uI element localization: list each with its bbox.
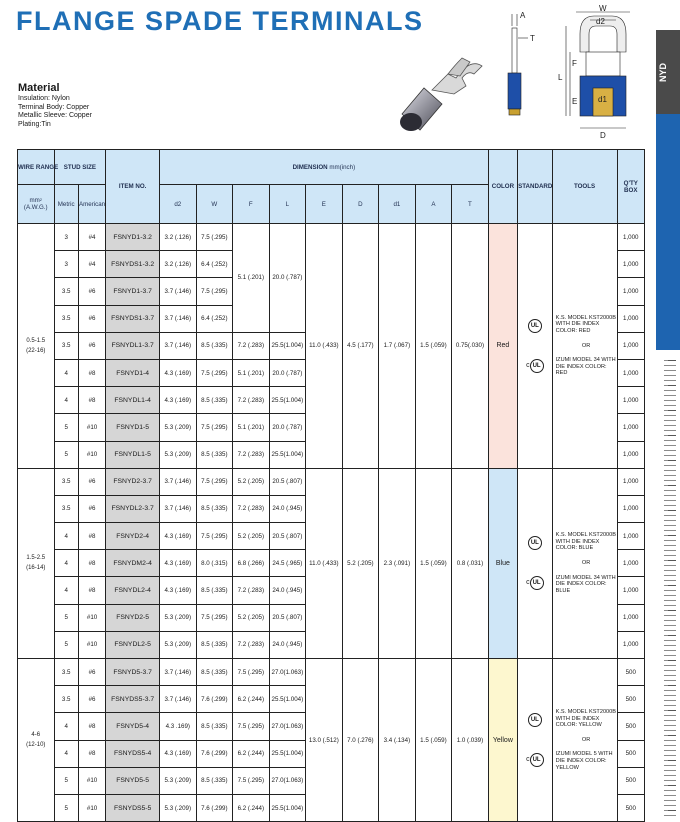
dim-l-cell: 20.0 (.787) (269, 224, 306, 333)
material-line: Metallic Sleeve: Copper (18, 112, 92, 119)
qty-cell: 1,000 (617, 414, 644, 441)
dim-l-cell: 24.0 (.945) (269, 577, 306, 604)
dim-f-cell: 6.8 (.266) (233, 550, 270, 577)
dim-d2-cell: 4.3 (.169) (160, 577, 197, 604)
stud-american-cell: #10 (78, 604, 105, 631)
qty-cell: 1,000 (617, 305, 644, 332)
dim-f-cell: 5.2 (.205) (233, 523, 270, 550)
stud-metric-cell: 4 (54, 523, 78, 550)
header-col-d: D (342, 185, 379, 224)
stud-american-cell: #8 (78, 523, 105, 550)
qty-cell: 1,000 (617, 495, 644, 522)
item-no-cell: FSNYD2-4 (106, 523, 160, 550)
header-standard: STANDARD (518, 150, 552, 224)
qty-cell: 1,000 (617, 468, 644, 495)
dim-f-cell: 5.1 (.201) (233, 359, 270, 386)
table-row (18, 224, 645, 251)
dim-d2-cell: 3.7 (.146) (160, 278, 197, 305)
dim-l-cell: 24.0 (.945) (269, 631, 306, 658)
dim-l-cell: 25.5(1.004) (269, 794, 306, 821)
stud-american-cell: #10 (78, 414, 105, 441)
tools-cell (552, 468, 617, 658)
dim-f-cell: 6.2 (.244) (233, 740, 270, 767)
dim-f-cell: 7.2 (.283) (233, 441, 270, 468)
stud-american-cell: #6 (78, 332, 105, 359)
header-dimension (160, 150, 489, 185)
dim-d2-cell: 3.7 (.146) (160, 686, 197, 713)
header-dimension-label: DIMENSION (292, 163, 328, 171)
dim-d2-cell: 5.3 (.209) (160, 441, 197, 468)
item-no-cell: FSNYDS1-3.2 (106, 251, 160, 278)
dim-w-cell: 8.5 (.335) (196, 332, 233, 359)
tools-cell (552, 224, 617, 469)
qty-cell: 1,000 (617, 359, 644, 386)
dim-l-cell: 20.5 (.807) (269, 604, 306, 631)
dim-a-cell: 1.5 (.059) (415, 224, 452, 469)
stud-american-cell: #8 (78, 577, 105, 604)
dim-f-cell: 7.5 (.295) (233, 659, 270, 686)
tools-or: OR (581, 342, 591, 349)
dim-t-cell: 1.0 (.039) (452, 659, 489, 822)
tools-or: OR (581, 560, 591, 567)
dim-d2-cell: 3.7 (.146) (160, 305, 197, 332)
wire-range-value: 1.5-2.5 (26, 555, 46, 562)
item-no-cell: FSNYDS5-3.7 (106, 686, 160, 713)
stud-american-cell: #6 (78, 468, 105, 495)
dim-d2-cell: 5.3 (.209) (160, 794, 197, 821)
dim-l-cell: 25.5(1.004) (269, 740, 306, 767)
stud-metric-cell: 3.5 (54, 495, 78, 522)
dim-d2-cell: 3.7 (.146) (160, 468, 197, 495)
stud-american-cell: #8 (78, 359, 105, 386)
stud-metric-cell: 5 (54, 767, 78, 794)
header-color: COLOR (488, 150, 517, 224)
table-row (18, 659, 645, 686)
dim-t-cell: 0.75(.030) (452, 224, 489, 469)
tools-option-2: IZUMI MODEL 5 WITH DIE INDEX COLOR: YELLOW (555, 751, 613, 771)
header-tools: TOOLS (552, 150, 617, 224)
stud-metric-cell: 4 (54, 550, 78, 577)
item-no-cell: FSNYDL2-5 (106, 631, 160, 658)
color-cell: Blue (488, 468, 517, 658)
dim-d2-cell: 5.3 (.209) (160, 414, 197, 441)
tools-option-1: K.S. MODEL KST2000B WITH DIE INDEX COLOR: YELLOW (555, 708, 617, 729)
standard-cell (518, 468, 552, 658)
dim-f-cell: 5.1 (.201) (233, 224, 270, 333)
dim-w-cell: 7.5 (.295) (196, 278, 233, 305)
qty-cell: 1,000 (617, 631, 644, 658)
stud-metric-cell: 3 (54, 224, 78, 251)
stud-metric-cell: 5 (54, 414, 78, 441)
dim-l-cell: 27.0(1.063) (269, 713, 306, 740)
drawing-label-e: E (572, 97, 578, 106)
stud-american-cell: #8 (78, 713, 105, 740)
stud-metric-cell: 3.5 (54, 332, 78, 359)
qty-cell: 500 (617, 767, 644, 794)
dim-w-cell: 7.5 (.295) (196, 604, 233, 631)
dim-e-cell: 11.0 (.433) (306, 468, 343, 658)
dim-d-cell: 5.2 (.205) (342, 468, 379, 658)
dim-d-cell: 7.0 (.276) (342, 659, 379, 822)
tools-option-2: IZUMI MODEL 34 WITH DIE INDEX COLOR: BLUE (555, 574, 616, 594)
qty-cell: 1,000 (617, 523, 644, 550)
dim-d2-cell: 4.3 .169) (160, 713, 197, 740)
awg-value: (16-14) (26, 565, 46, 572)
dim-w-cell: 7.5 (.295) (196, 523, 233, 550)
qty-cell: 1,000 (617, 251, 644, 278)
item-no-cell: FSNYDL1-3.7 (106, 332, 160, 359)
stud-metric-cell: 5 (54, 604, 78, 631)
qty-cell: 500 (617, 659, 644, 686)
dim-l-cell: 27.0(1.063) (269, 659, 306, 686)
stud-metric-cell: 4 (54, 387, 78, 414)
stud-american-cell: #6 (78, 278, 105, 305)
stud-american-cell: #6 (78, 305, 105, 332)
qty-cell: 1,000 (617, 604, 644, 631)
dim-a-cell: 1.5 (.059) (415, 659, 452, 822)
header-col-t: T (452, 185, 489, 224)
item-no-cell: FSNYDS5-4 (106, 740, 160, 767)
qty-cell: 500 (617, 713, 644, 740)
tools-or: OR (581, 736, 591, 743)
stud-american-cell: #10 (78, 631, 105, 658)
dim-f-cell: 7.5 (.295) (233, 713, 270, 740)
item-no-cell: FSNYDL2-3.7 (106, 495, 160, 522)
dim-d2-cell: 3.2 (.126) (160, 224, 197, 251)
dim-w-cell: 8.5 (.335) (196, 767, 233, 794)
wire-range-value: 4-6 (31, 732, 41, 739)
cul-mark-icon: c UL (526, 576, 544, 590)
dim-d2-cell: 4.3 (.169) (160, 740, 197, 767)
drawing-label-d1: d1 (598, 95, 607, 104)
header-dimension-unit: mm(inch) (329, 163, 356, 171)
item-no-cell: FSNYD1-3.7 (106, 278, 160, 305)
dim-d2-cell: 3.2 (.126) (160, 251, 197, 278)
dim-d2-cell: 4.3 (.169) (160, 359, 197, 386)
material-line: Insulation: Nylon (18, 95, 70, 102)
dim-w-cell: 7.6 (.299) (196, 686, 233, 713)
header-metric: Metric (54, 185, 78, 224)
dim-w-cell: 6.4 (.252) (196, 251, 233, 278)
header-item-no: ITEM NO. (106, 150, 160, 224)
edge-ruler-major (668, 360, 676, 820)
stud-american-cell: #6 (78, 686, 105, 713)
spec-table (17, 149, 645, 822)
dim-w-cell: 7.5 (.295) (196, 359, 233, 386)
dim-d1-cell: 3.4 (.134) (379, 659, 416, 822)
qty-cell: 1,000 (617, 550, 644, 577)
tools-option-1: K.S. MODEL KST2000B WITH DIE INDEX COLOR: BLUE (555, 532, 617, 552)
dim-f-cell: 7.2 (.283) (233, 577, 270, 604)
dim-f-cell: 5.2 (.205) (233, 468, 270, 495)
stud-metric-cell: 5 (54, 794, 78, 821)
ul-mark-icon: UL (528, 319, 542, 333)
qty-cell: 1,000 (617, 278, 644, 305)
header-col-l: L (269, 185, 306, 224)
standard-cell (518, 224, 552, 469)
dim-l-cell: 20.5 (.807) (269, 523, 306, 550)
dim-f-cell: 6.2 (.244) (233, 794, 270, 821)
stud-metric-cell: 4 (54, 577, 78, 604)
qty-cell: 500 (617, 794, 644, 821)
dim-d2-cell: 3.7 (.146) (160, 659, 197, 686)
item-no-cell: FSNYDS5-5 (106, 794, 160, 821)
cul-mark-icon: c UL (526, 753, 544, 767)
ul-mark-icon: UL (528, 536, 542, 550)
item-no-cell: FSNYDL2-4 (106, 577, 160, 604)
awg-value: (12-10) (26, 742, 46, 749)
item-no-cell: FSNYD2-5 (106, 604, 160, 631)
item-no-cell: FSNYD5-4 (106, 713, 160, 740)
dim-a-cell: 1.5 (.059) (415, 468, 452, 658)
dim-d1-cell: 2.3 (.091) (379, 468, 416, 658)
dim-f-cell: 5.1 (.201) (233, 414, 270, 441)
header-col-a: A (415, 185, 452, 224)
stud-metric-cell: 3.5 (54, 659, 78, 686)
dim-l-cell: 25.5(1.004) (269, 441, 306, 468)
dim-f-cell: 7.5 (.295) (233, 767, 270, 794)
qty-cell: 500 (617, 686, 644, 713)
dimension-drawing (492, 4, 644, 146)
page-title: FLANGE SPADE TERMINALS (16, 6, 424, 36)
stud-american-cell: #4 (78, 224, 105, 251)
item-no-cell: FSNYD1-3.2 (106, 224, 160, 251)
material-block (18, 82, 92, 129)
qty-cell: 1,000 (617, 441, 644, 468)
dim-d2-cell: 3.7 (.146) (160, 495, 197, 522)
dim-w-cell: 6.4 (.252) (196, 305, 233, 332)
stud-american-cell: #10 (78, 441, 105, 468)
dim-l-cell: 24.5 (.965) (269, 550, 306, 577)
drawing-label-a: A (520, 11, 526, 20)
dim-f-cell: 7.2 (.283) (233, 495, 270, 522)
dim-f-cell: 7.2 (.283) (233, 332, 270, 359)
item-no-cell: FSNYD1-5 (106, 414, 160, 441)
wire-range-cell (18, 224, 55, 469)
dim-w-cell: 7.5 (.295) (196, 414, 233, 441)
standard-cell (518, 659, 552, 822)
dim-w-cell: 8.5 (.335) (196, 387, 233, 414)
qty-cell: 1,000 (617, 224, 644, 251)
ul-mark-icon: UL (528, 713, 542, 727)
header-wire-range: WIRE RANGE (18, 150, 55, 185)
header-stud-size: STUD SIZE (54, 150, 106, 185)
stud-american-cell: #6 (78, 495, 105, 522)
terminal-photo (384, 36, 484, 136)
dim-e-cell: 11.0 (.433) (306, 224, 343, 469)
stud-metric-cell: 4 (54, 713, 78, 740)
qty-cell: 1,000 (617, 387, 644, 414)
qty-cell: 500 (617, 740, 644, 767)
material-line: Terminal Body: Copper (18, 103, 90, 111)
item-no-cell: FSNYDS1-3.7 (106, 305, 160, 332)
dim-w-cell: 7.6 (.299) (196, 740, 233, 767)
stud-metric-cell: 3.5 (54, 278, 78, 305)
drawing-label-w: W (599, 4, 607, 13)
dim-d1-cell: 1.7 (.067) (379, 224, 416, 469)
stud-metric-cell: 4 (54, 359, 78, 386)
dim-l-cell: 25.5(1.004) (269, 332, 306, 359)
dim-d2-cell: 4.3 (.169) (160, 523, 197, 550)
header-american: American (78, 185, 105, 224)
item-no-cell: FSNYD2-3.7 (106, 468, 160, 495)
drawing-label-f: F (572, 59, 577, 68)
stud-metric-cell: 3 (54, 251, 78, 278)
dim-d2-cell: 5.3 (.209) (160, 604, 197, 631)
dim-d2-cell: 5.3 (.209) (160, 767, 197, 794)
dim-f-cell: 7.2 (.283) (233, 631, 270, 658)
stud-american-cell: #8 (78, 387, 105, 414)
dim-l-cell: 20.0 (.787) (269, 359, 306, 386)
dim-l-cell: 25.5(1.004) (269, 686, 306, 713)
dim-w-cell: 8.5 (.335) (196, 577, 233, 604)
drawing-label-d: D (600, 131, 606, 140)
dim-d2-cell: 3.7 (.146) (160, 332, 197, 359)
qty-cell: 1,000 (617, 577, 644, 604)
stud-american-cell: #8 (78, 550, 105, 577)
dim-w-cell: 7.5 (.295) (196, 468, 233, 495)
dim-f-cell: 5.2 (.205) (233, 604, 270, 631)
material-line: Plating:Tin (18, 120, 51, 128)
stud-metric-cell: 5 (54, 631, 78, 658)
dim-w-cell: 8.5 (.335) (196, 713, 233, 740)
dim-f-cell: 6.2 (.244) (233, 686, 270, 713)
spec-table-body (18, 224, 645, 822)
header-col-f: F (233, 185, 270, 224)
dim-l-cell: 20.5 (.807) (269, 468, 306, 495)
tools-option-1: K.S. MODEL KST2000B WITH DIE INDEX COLOR: RED (555, 314, 617, 334)
qty-cell: 1,000 (617, 332, 644, 359)
item-no-cell: FSNYD5-5 (106, 767, 160, 794)
stud-metric-cell: 4 (54, 740, 78, 767)
awg-value: (22-16) (26, 347, 46, 354)
drawing-label-t: T (530, 34, 535, 43)
dim-w-cell: 8.5 (.335) (196, 659, 233, 686)
stud-metric-cell: 5 (54, 441, 78, 468)
cul-mark-icon: c UL (526, 359, 544, 373)
tools-cell (552, 659, 617, 822)
dim-e-cell: 13.0 (.512) (306, 659, 343, 822)
color-cell: Red (488, 224, 517, 469)
dim-l-cell: 24.0 (.945) (269, 495, 306, 522)
dim-d2-cell: 4.3 (.169) (160, 387, 197, 414)
wire-range-value: 0.5-1.5 (26, 337, 46, 344)
dim-d2-cell: 4.3 (.169) (160, 550, 197, 577)
stud-american-cell: #8 (78, 740, 105, 767)
stud-american-cell: #6 (78, 659, 105, 686)
dim-l-cell: 20.0 (.787) (269, 414, 306, 441)
dim-w-cell: 7.6 (.299) (196, 794, 233, 821)
dim-w-cell: 7.5 (.295) (196, 224, 233, 251)
stud-american-cell: #4 (78, 251, 105, 278)
dim-w-cell: 8.5 (.335) (196, 631, 233, 658)
header-col-d2: d2 (160, 185, 197, 224)
section-tab-label: NYD (658, 62, 668, 82)
dim-t-cell: 0.8 (.031) (452, 468, 489, 658)
drawing-label-d2: d2 (596, 17, 605, 26)
header-col-d1: d1 (379, 185, 416, 224)
item-no-cell: FSNYDM2-4 (106, 550, 160, 577)
header-col-w: W (196, 185, 233, 224)
tools-option-2: IZUMI MODEL 34 WITH DIE INDEX COLOR: RED (555, 357, 616, 377)
dim-w-cell: 8.5 (.335) (196, 441, 233, 468)
wire-range-cell (18, 659, 55, 822)
header-wire-unit: $mm^2$ (A.W.G.) (18, 185, 55, 224)
wire-range-cell (18, 468, 55, 658)
stud-american-cell: #10 (78, 794, 105, 821)
stud-metric-cell: 3.5 (54, 305, 78, 332)
item-no-cell: FSNYD5-3.7 (106, 659, 160, 686)
dim-d-cell: 4.5 (.177) (342, 224, 379, 469)
stud-metric-cell: 3.5 (54, 468, 78, 495)
color-cell: Yellow (488, 659, 517, 822)
material-heading: Material (18, 82, 60, 94)
item-no-cell: FSNYDL1-5 (106, 441, 160, 468)
table-row (18, 468, 645, 495)
stud-american-cell: #10 (78, 767, 105, 794)
dim-l-cell: 27.0(1.063) (269, 767, 306, 794)
dim-f-cell: 7.2 (.283) (233, 387, 270, 414)
dim-w-cell: 8.5 (.335) (196, 495, 233, 522)
dim-l-cell: 25.5(1.004) (269, 387, 306, 414)
header-qty: Q'TY BOX (617, 150, 644, 224)
drawing-label-l: L (558, 73, 563, 82)
item-no-cell: FSNYDL1-4 (106, 387, 160, 414)
header-col-e: E (306, 185, 343, 224)
dim-d2-cell: 5.3 (.209) (160, 631, 197, 658)
item-no-cell: FSNYD1-4 (106, 359, 160, 386)
stud-metric-cell: 3.5 (54, 686, 78, 713)
dim-w-cell: 8.0 (.315) (196, 550, 233, 577)
